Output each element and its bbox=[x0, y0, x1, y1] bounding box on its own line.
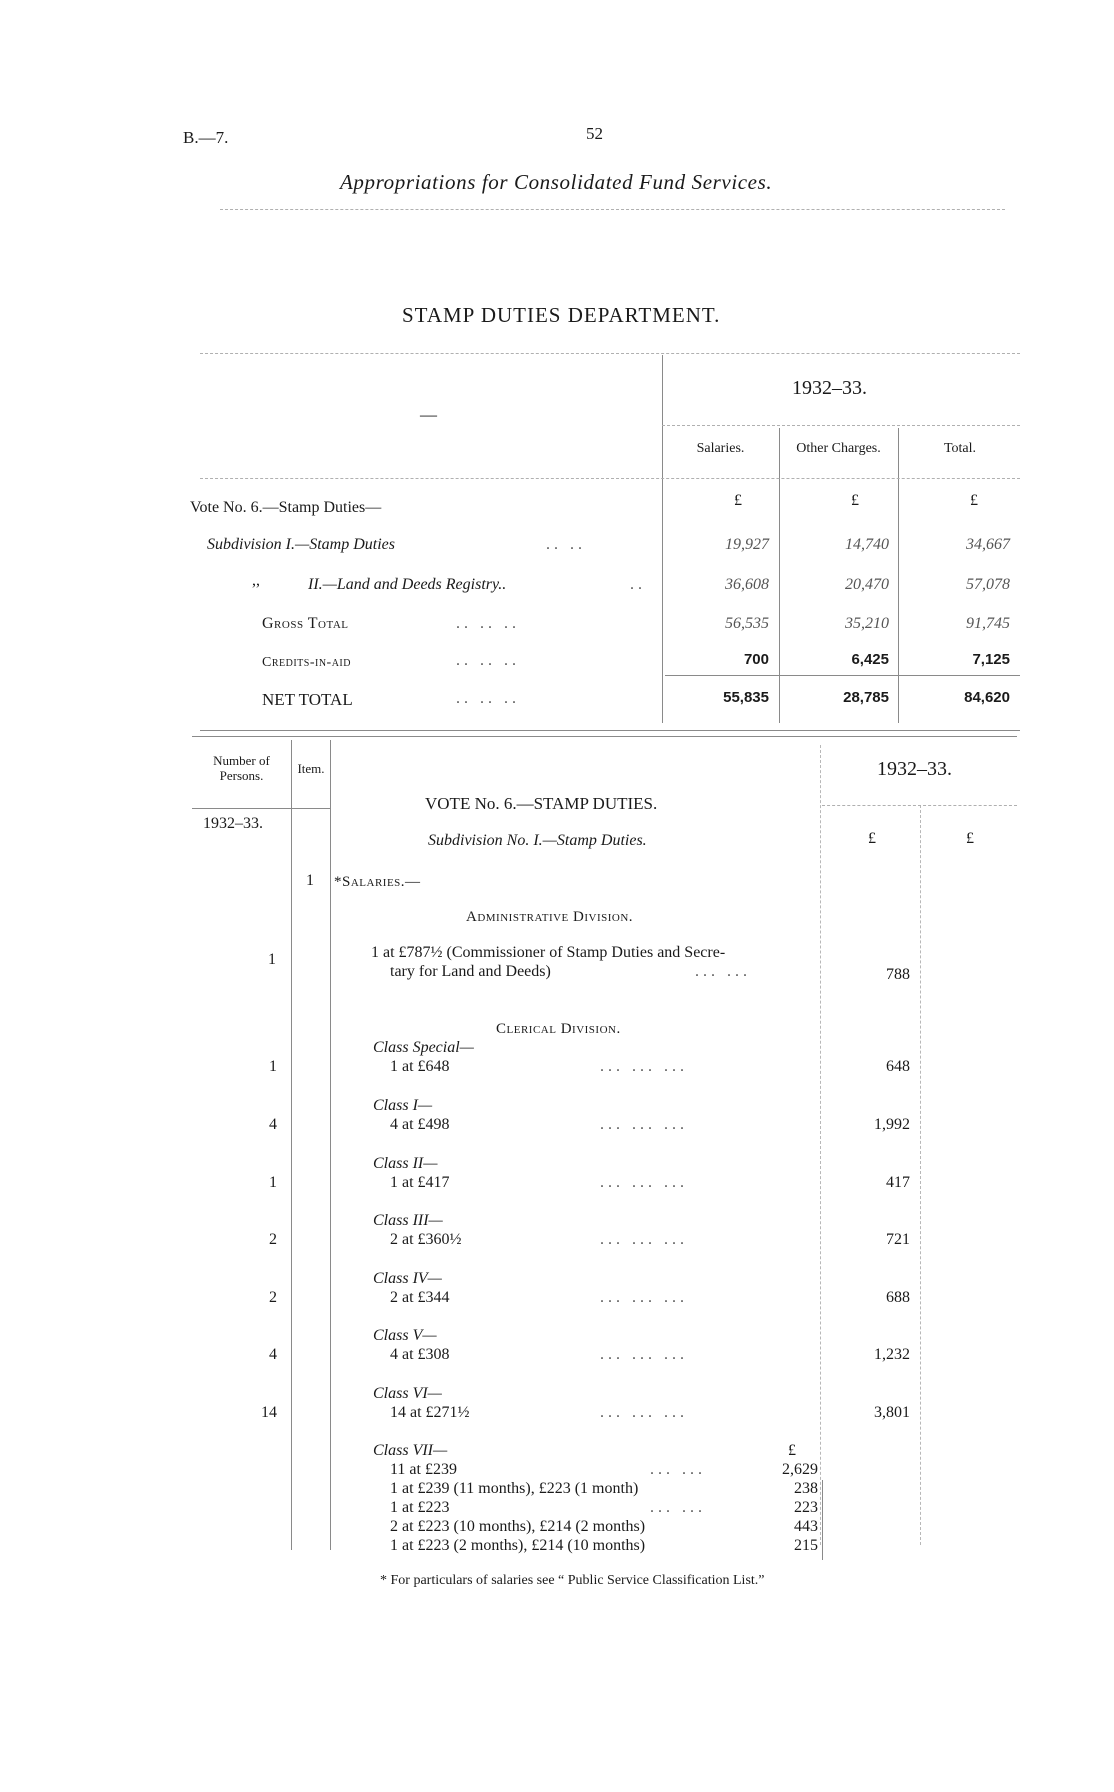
class-name: Class III— bbox=[373, 1212, 443, 1229]
col-salaries: Salaries. bbox=[696, 441, 745, 456]
detail-top-rule bbox=[192, 736, 1017, 737]
currency-other: £ bbox=[851, 492, 859, 509]
currency-amount: £ bbox=[868, 830, 876, 847]
subdivision-title: Subdivision No. I.—Stamp Duties. bbox=[428, 832, 647, 849]
class-amount: 1,992 bbox=[874, 1116, 910, 1133]
class-leaders: ... ... ... bbox=[600, 1231, 688, 1248]
class-vii-amount: 2,629 bbox=[782, 1461, 818, 1478]
currency-salaries: £ bbox=[734, 492, 742, 509]
summary-cell: 34,667 bbox=[966, 536, 1010, 553]
admin-amount: 788 bbox=[886, 966, 910, 983]
class-name: Class I— bbox=[373, 1097, 433, 1114]
class-persons: 14 bbox=[261, 1404, 277, 1421]
class-detail: 4 at £308 bbox=[390, 1346, 450, 1363]
admin-leaders: ... ... bbox=[695, 963, 751, 980]
class-vii-rule bbox=[822, 1480, 823, 1560]
class-detail: 2 at £344 bbox=[390, 1289, 450, 1306]
total-column-rule bbox=[920, 805, 921, 1545]
clerical-division-heading: Clerical Division. bbox=[496, 1021, 621, 1037]
admin-persons: 1 bbox=[268, 951, 276, 968]
class-vii-line: 11 at £239 bbox=[390, 1461, 457, 1478]
summary-row-label: Subdivision I.—Stamp Duties bbox=[207, 536, 395, 553]
summary-cell: 28,785 bbox=[843, 689, 889, 706]
persons-column-rule bbox=[291, 740, 292, 1550]
summary-year-rule bbox=[662, 425, 1020, 426]
stub-dash: — bbox=[420, 405, 437, 424]
summary-bottom-rule bbox=[200, 730, 1020, 731]
class-amount: 3,801 bbox=[874, 1404, 910, 1421]
detail-year: 1932–33. bbox=[877, 758, 952, 780]
summary-cell: 36,608 bbox=[725, 576, 769, 593]
class-detail: 14 at £271½ bbox=[390, 1404, 470, 1421]
col-item: Item. bbox=[297, 761, 325, 776]
year-rule bbox=[822, 805, 1017, 806]
class-name: Class II— bbox=[373, 1155, 438, 1172]
summary-divider bbox=[898, 428, 899, 723]
summary-cell: 14,740 bbox=[845, 536, 889, 553]
class-persons: 2 bbox=[269, 1289, 277, 1306]
class-amount: 417 bbox=[886, 1174, 910, 1191]
summary-row-label: Vote No. 6.—Stamp Duties— bbox=[190, 499, 382, 516]
class-name: Class V— bbox=[373, 1327, 437, 1344]
class-amount: 1,232 bbox=[874, 1346, 910, 1363]
persons-head-rule bbox=[192, 808, 292, 809]
class-leaders: ... ... ... bbox=[600, 1058, 688, 1075]
class-persons: 4 bbox=[269, 1346, 277, 1363]
summary-row-leaders: .. .. .. bbox=[456, 652, 520, 669]
summary-year: 1932–33. bbox=[792, 377, 867, 399]
class-vii-line: 1 at £239 (11 months), £223 (1 month) bbox=[390, 1480, 639, 1497]
header-rule bbox=[220, 209, 1005, 210]
running-title: Appropriations for Consolidated Fund Services. bbox=[340, 170, 773, 194]
col-other-charges: Other Charges. bbox=[796, 441, 881, 456]
administrative-division-heading: Administrative Division. bbox=[466, 909, 634, 925]
summary-divider bbox=[779, 428, 780, 723]
class-leaders: ... ... ... bbox=[600, 1289, 688, 1306]
class-vii-name: Class VII— bbox=[373, 1442, 448, 1459]
summary-cell: 19,927 bbox=[725, 536, 769, 553]
salaries-heading: *Salaries.— bbox=[334, 874, 421, 890]
class-persons: 1 bbox=[269, 1174, 277, 1191]
class-amount: 648 bbox=[886, 1058, 910, 1075]
class-persons: 2 bbox=[269, 1231, 277, 1248]
class-vii-amount: 443 bbox=[794, 1518, 818, 1535]
summary-cell: 55,835 bbox=[723, 689, 769, 706]
admin-line-2: tary for Land and Deeds) bbox=[390, 963, 551, 980]
summary-cell: 91,745 bbox=[966, 615, 1010, 632]
class-leaders: ... ... ... bbox=[600, 1174, 688, 1191]
summary-row-leaders: .. .. .. bbox=[456, 690, 520, 707]
persons-year: 1932–33. bbox=[203, 815, 263, 832]
class-amount: 721 bbox=[886, 1231, 910, 1248]
summary-cell: 700 bbox=[743, 651, 769, 668]
admin-line-1: 1 at £787½ (Commissioner of Stamp Duties and Secre- bbox=[371, 944, 726, 961]
summary-cell: 20,470 bbox=[845, 576, 889, 593]
class-persons: 4 bbox=[269, 1116, 277, 1133]
vote-title: VOTE No. 6.—STAMP DUTIES. bbox=[425, 794, 658, 813]
ditto-mark: ,, bbox=[252, 572, 260, 589]
summary-cell: 57,078 bbox=[966, 576, 1010, 593]
summary-cell: 6,425 bbox=[851, 651, 889, 668]
summary-row-label: NET TOTAL bbox=[262, 690, 353, 709]
class-persons: 1 bbox=[269, 1058, 277, 1075]
class-detail: 2 at £360½ bbox=[390, 1231, 462, 1248]
amount-column-rule bbox=[820, 745, 821, 1545]
summary-cell: 84,620 bbox=[964, 689, 1010, 706]
summary-divider bbox=[662, 355, 663, 723]
summary-row-leaders: .. .. .. bbox=[456, 615, 520, 632]
summary-row-label: II.—Land and Deeds Registry.. bbox=[308, 576, 507, 593]
class-name: Class Special— bbox=[373, 1039, 474, 1056]
footnote: * For particulars of salaries see “ Public Service Classification List.” bbox=[380, 1573, 765, 1588]
class-vii-amount: 215 bbox=[794, 1537, 818, 1554]
class-vii-line: 2 at £223 (10 months), £214 (2 months) bbox=[390, 1518, 646, 1535]
class-detail: 1 at £648 bbox=[390, 1058, 450, 1075]
page-number: 52 bbox=[586, 124, 603, 143]
class-vii-amount: 223 bbox=[794, 1499, 818, 1516]
class-vii-line: 1 at £223 bbox=[390, 1499, 450, 1516]
col-total: Total. bbox=[943, 441, 977, 456]
class-vii-currency: £ bbox=[788, 1442, 796, 1459]
summary-row-leaders: .. .. bbox=[546, 536, 586, 553]
item-column-rule bbox=[330, 740, 331, 1550]
class-detail: 4 at £498 bbox=[390, 1116, 450, 1133]
col-number-of-persons: Number of Persons. bbox=[213, 753, 270, 783]
document-code: B.—7. bbox=[183, 128, 229, 147]
class-leaders: ... ... ... bbox=[600, 1346, 688, 1363]
summary-net-rule bbox=[665, 675, 1020, 676]
class-vii-line: 1 at £223 (2 months), £214 (10 months) bbox=[390, 1537, 646, 1554]
item-number: 1 bbox=[306, 872, 314, 889]
class-leaders: ... ... ... bbox=[600, 1404, 688, 1421]
currency-total: £ bbox=[966, 830, 974, 847]
class-name: Class IV— bbox=[373, 1270, 442, 1287]
department-title: STAMP DUTIES DEPARTMENT. bbox=[402, 303, 721, 327]
summary-row-label: Gross Total bbox=[262, 615, 349, 632]
currency-total: £ bbox=[970, 492, 978, 509]
summary-cell: 7,125 bbox=[972, 651, 1010, 668]
class-vii-amount: 238 bbox=[794, 1480, 818, 1497]
summary-cell: 56,535 bbox=[725, 615, 769, 632]
class-name: Class VI— bbox=[373, 1385, 442, 1402]
class-amount: 688 bbox=[886, 1289, 910, 1306]
class-vii-leaders: ... ... bbox=[650, 1461, 706, 1478]
summary-row-label: Credits-in-aid bbox=[262, 655, 351, 670]
summary-top-rule bbox=[200, 353, 1020, 354]
summary-cell: 35,210 bbox=[845, 615, 889, 632]
summary-head-rule bbox=[200, 478, 1020, 479]
class-leaders: ... ... ... bbox=[600, 1116, 688, 1133]
item-head-rule bbox=[292, 808, 330, 809]
summary-row-leaders: .. bbox=[630, 576, 646, 593]
class-detail: 1 at £417 bbox=[390, 1174, 450, 1191]
class-vii-leaders: ... ... bbox=[650, 1499, 706, 1516]
